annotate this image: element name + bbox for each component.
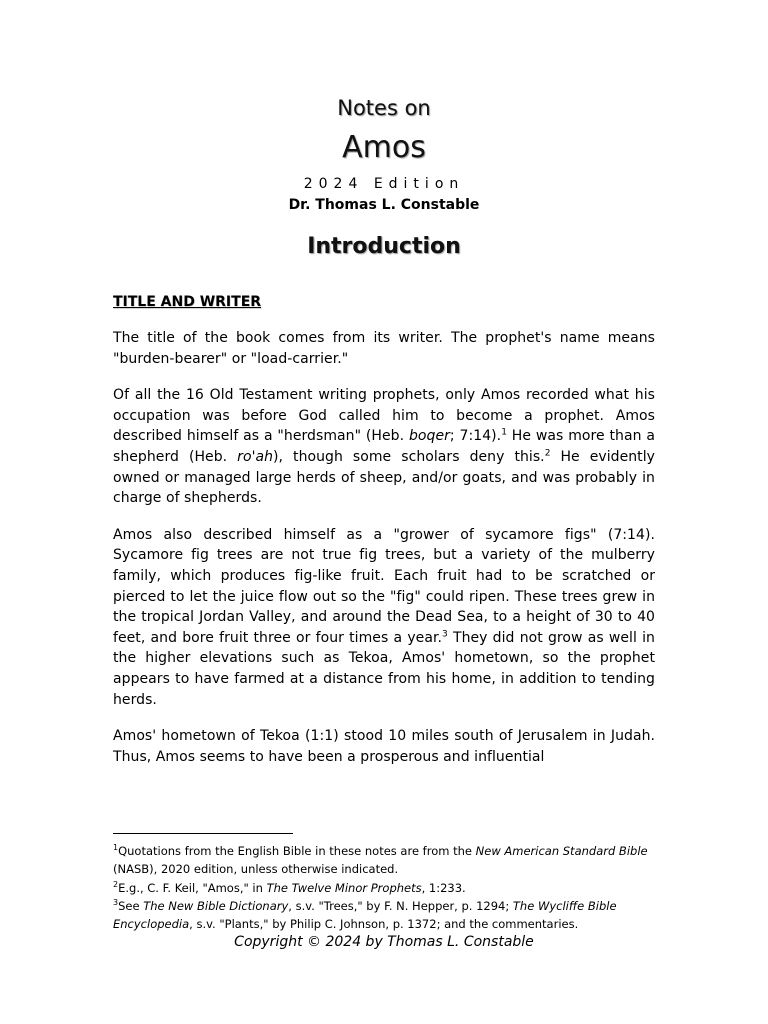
- footnote-number: 3: [113, 898, 119, 908]
- paragraph-4: Amos' hometown of Tekoa (1:1) stood 10 miles south of Jerusalem in Judah. Thus, Amos seems to have been a prosperous and influential: [113, 728, 655, 765]
- copyright-line: Copyright © 2024 by Thomas L. Constable: [234, 934, 534, 950]
- text-run: ; 7:14).: [449, 428, 502, 445]
- hebrew-term: boqer: [408, 428, 450, 445]
- author-line: Dr. Thomas L. Constable: [288, 197, 480, 213]
- edition-line: 2024 Edition: [303, 176, 465, 192]
- paragraph-1: The title of the book comes from its writer. The prophet's name means "burden-bearer" or "load-carrier.": [113, 330, 655, 367]
- text-run: , 1:233.: [421, 880, 466, 895]
- section-heading: TITLE AND WRITER: [113, 294, 262, 310]
- footnote-ref-3[interactable]: 3: [441, 629, 448, 640]
- book-title-ref: The New Bible Dictionary: [143, 898, 289, 913]
- book-title-ref: The Twelve Minor Prophets: [266, 880, 422, 895]
- text-run: , s.v. "Plants," by Philip C. Johnson, p. 1372; and the commentaries.: [189, 917, 579, 932]
- book-title-ref: New American Standard Bible: [475, 844, 648, 858]
- book-title-ref: The Wycliffe Bible Encyclopedia: [113, 898, 617, 932]
- body-text: [113, 294, 655, 783]
- text-run: He evidently owned or managed large herds of sheep, and/or goats, and was probably in charge of shepherds.: [113, 448, 655, 507]
- text-run: Quotations from the English Bible in these notes are from the: [118, 844, 476, 858]
- footnote-divider: [113, 833, 293, 834]
- footnote-number: 1: [113, 843, 119, 853]
- paragraph-3: [113, 525, 655, 710]
- text-run: Of all the 16 Old Testament writing prophets, only Amos recorded what his occupation was before God called him to become a prophet. Amos described himself as a "herdsman" (Heb.: [113, 387, 655, 445]
- book-title: Amos: [342, 130, 426, 165]
- footnote-1: [113, 842, 657, 879]
- footnote-2: [113, 879, 657, 897]
- text-run: ), though some scholars deny this.: [273, 448, 545, 465]
- footnote-ref-2[interactable]: 2: [544, 448, 551, 459]
- footnote-3: [113, 897, 657, 934]
- footnote-ref-1[interactable]: 1: [501, 427, 507, 438]
- text-run: He was more than a shepherd (Heb.: [113, 428, 656, 465]
- section-title: Introduction: [307, 234, 461, 259]
- footnote-number: 2: [113, 879, 119, 889]
- paragraph-2: [113, 385, 655, 509]
- footnotes: [113, 842, 657, 933]
- hebrew-term: ro'ah: [237, 448, 274, 465]
- text-run: , s.v. "Trees," by F. N. Hepper, p. 1294;: [288, 898, 513, 913]
- notes-on-heading: Notes on: [337, 96, 431, 120]
- text-run: See: [118, 898, 144, 913]
- text-run: Amos also described himself as a "grower of sycamore figs" (7:14). Sycamore fig trees are not true fig trees, but a variety of the mulberry family, which produces fig-like fruit. Each fruit had to be scratched or pierced to let the juice flow out so the "fig" could ripen. These trees grew in the tropical Jordan Valley, and around the Dead Sea, to a height of 30 to 40 feet, and bore fruit three or four times a year.: [113, 526, 655, 646]
- text-run: (NASB), 2020 edition, unless otherwise indicated.: [113, 862, 399, 877]
- text-run: They did not grow as well in the higher elevations such as Tekoa, Amos' hometown, so the prophet appears to have farmed at a distance from his home, in addition to tending herds.: [113, 629, 655, 708]
- text-run: E.g., C. F. Keil, "Amos," in: [118, 880, 267, 895]
